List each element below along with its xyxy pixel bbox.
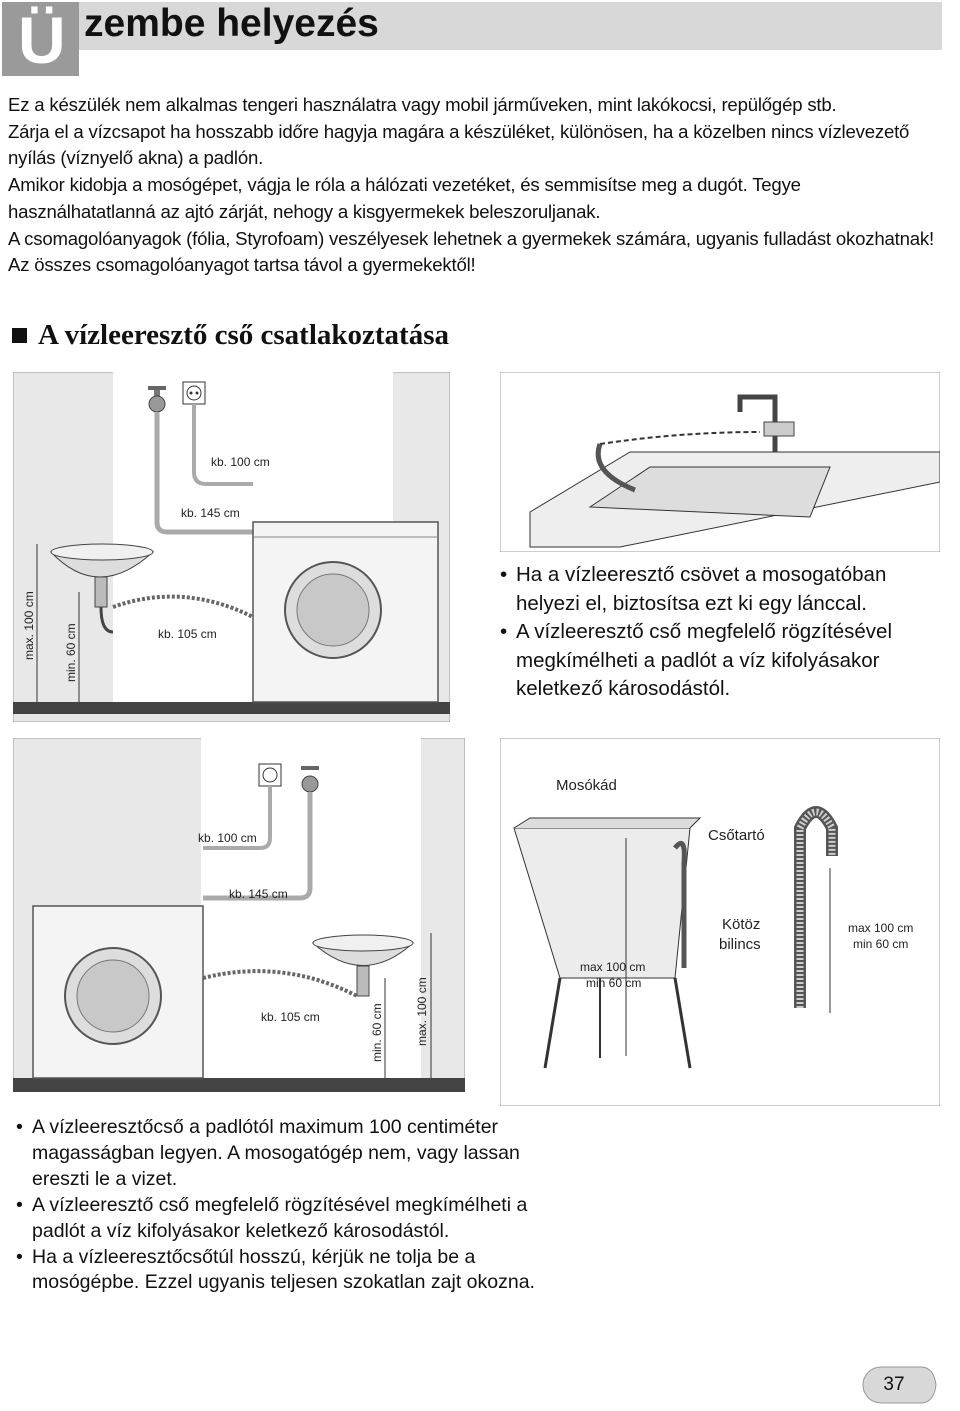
intro-paragraph: A csomagolóanyagok (fólia, Styrofoam) veszélyesek lehetnek a gyermekek számára, ugyanis fulladást okozhatnak! bbox=[8, 227, 934, 249]
label-145cm: kb. 145 cm bbox=[229, 887, 288, 901]
list-item bbox=[16, 1245, 556, 1297]
list-item bbox=[500, 561, 940, 618]
diagram-sink-svg bbox=[13, 372, 450, 722]
diagram-tub-svg bbox=[500, 738, 940, 1106]
diagram-machine-sink bbox=[13, 738, 465, 1092]
list-item-text: A vízleeresztő cső megfelelő rögzítésével megkímélheti a padlót a víz kifolyásakor keletkező károsodástól. bbox=[516, 620, 893, 700]
list-item-text: Ha a vízleeresztő csövet a mosogatóban helyezi el, biztosítsa ezt ki egy lánccal. bbox=[516, 563, 887, 615]
diagram-sink-chain bbox=[500, 372, 940, 552]
washing-machine bbox=[33, 906, 203, 1078]
label-max100: max. 100 cm bbox=[415, 977, 429, 1046]
label-105cm: kb. 105 cm bbox=[158, 627, 217, 641]
bullet-icon: • bbox=[500, 563, 508, 586]
label-min60: min. 60 cm bbox=[64, 623, 78, 682]
intro-text bbox=[8, 92, 953, 279]
header-letter-box bbox=[2, 2, 79, 76]
label-105cm: kb. 105 cm bbox=[261, 1010, 320, 1024]
bullet-icon: • bbox=[500, 620, 508, 643]
label-min: min 60 cm bbox=[586, 976, 642, 990]
power-socket-icon bbox=[183, 382, 205, 404]
list-item bbox=[16, 1193, 556, 1245]
bullet-icon: • bbox=[16, 1116, 23, 1138]
label-tub: Mosókád bbox=[556, 777, 617, 794]
list-item bbox=[500, 618, 940, 704]
label-100cm: kb. 100 cm bbox=[198, 831, 257, 845]
label-hose-holder: Csőtartó bbox=[708, 827, 765, 844]
label-145cm: kb. 145 cm bbox=[181, 506, 240, 520]
diagram-chain-svg bbox=[500, 372, 940, 552]
bullet-icon: • bbox=[16, 1245, 23, 1268]
water-tap-icon bbox=[148, 386, 166, 412]
floor bbox=[13, 702, 450, 714]
bullet-icon: • bbox=[16, 1193, 23, 1216]
list-item-text: A vízleeresztőcső a padlótól maximum 100 centiméter magasságban legyen. A mosogatógép nem, vagy lassan ereszti le a vizet. bbox=[32, 1116, 520, 1190]
list-item-text: A vízleeresztő cső megfelelő rögzítésével megkímélheti a padlót a víz kifolyásakor keletkező károsodástól. bbox=[32, 1193, 528, 1242]
diagram-machine-svg bbox=[13, 738, 465, 1092]
square-bullet-icon bbox=[12, 328, 27, 343]
list-item bbox=[16, 1115, 556, 1193]
diagram-laundry-tub bbox=[500, 738, 940, 1106]
intro-paragraph: Ez a készülék nem alkalmas tengeri használatra vagy mobil járműveken, mint lakókocsi, repülőgép stb. bbox=[8, 94, 837, 115]
intro-paragraph: Zárja el a vízcsapot ha hosszabb időre hagyja magára a készüléket, különösen, ha a közelben nincs vízlevezető nyílás (víznyelő akna) a padlón. bbox=[8, 120, 910, 169]
label-max: max 100 cm bbox=[580, 960, 646, 974]
header-letter: Ü bbox=[18, 3, 66, 77]
label-clamp-2: bilincs bbox=[719, 936, 761, 953]
label-max-2: max 100 cm bbox=[848, 921, 914, 935]
label-clamp-1: Kötöz bbox=[722, 916, 761, 933]
intro-paragraph: Az összes csomagolóanyagot tartsa távol a gyermekektől! bbox=[8, 254, 476, 276]
power-socket-icon bbox=[259, 764, 281, 786]
page-number: 37 bbox=[883, 1374, 905, 1395]
intro-paragraph: Amikor kidobja a mosógépet, vágja le róla a hálózati vezetéket, és semmisítse meg a dugót. Tegye használhatatlanná az ajtó zárját, nehogy a kisgyermekek beleszoruljanak. bbox=[8, 174, 801, 222]
floor bbox=[13, 1078, 465, 1092]
bullet-list-bottom bbox=[16, 1115, 556, 1296]
diagram-sink-installation bbox=[13, 372, 450, 722]
label-100cm: kb. 100 cm bbox=[211, 455, 270, 469]
label-max100: max. 100 cm bbox=[22, 591, 36, 660]
bullet-list-right bbox=[500, 561, 940, 704]
water-tap-icon bbox=[301, 766, 319, 792]
list-item-text: Ha a vízleeresztőcsőtúl hosszú, kérjük ne tolja be a mosógépbe. Ezzel ugyanis teljesen szokatlan zajt okozna. bbox=[32, 1245, 535, 1294]
section-title: A vízleeresztő cső csatlakoztatása bbox=[38, 319, 449, 351]
label-min60: min. 60 cm bbox=[370, 1003, 384, 1062]
washing-machine bbox=[253, 522, 438, 702]
page-title: zembe helyezés bbox=[84, 2, 379, 45]
label-min-2: min 60 cm bbox=[853, 937, 909, 951]
